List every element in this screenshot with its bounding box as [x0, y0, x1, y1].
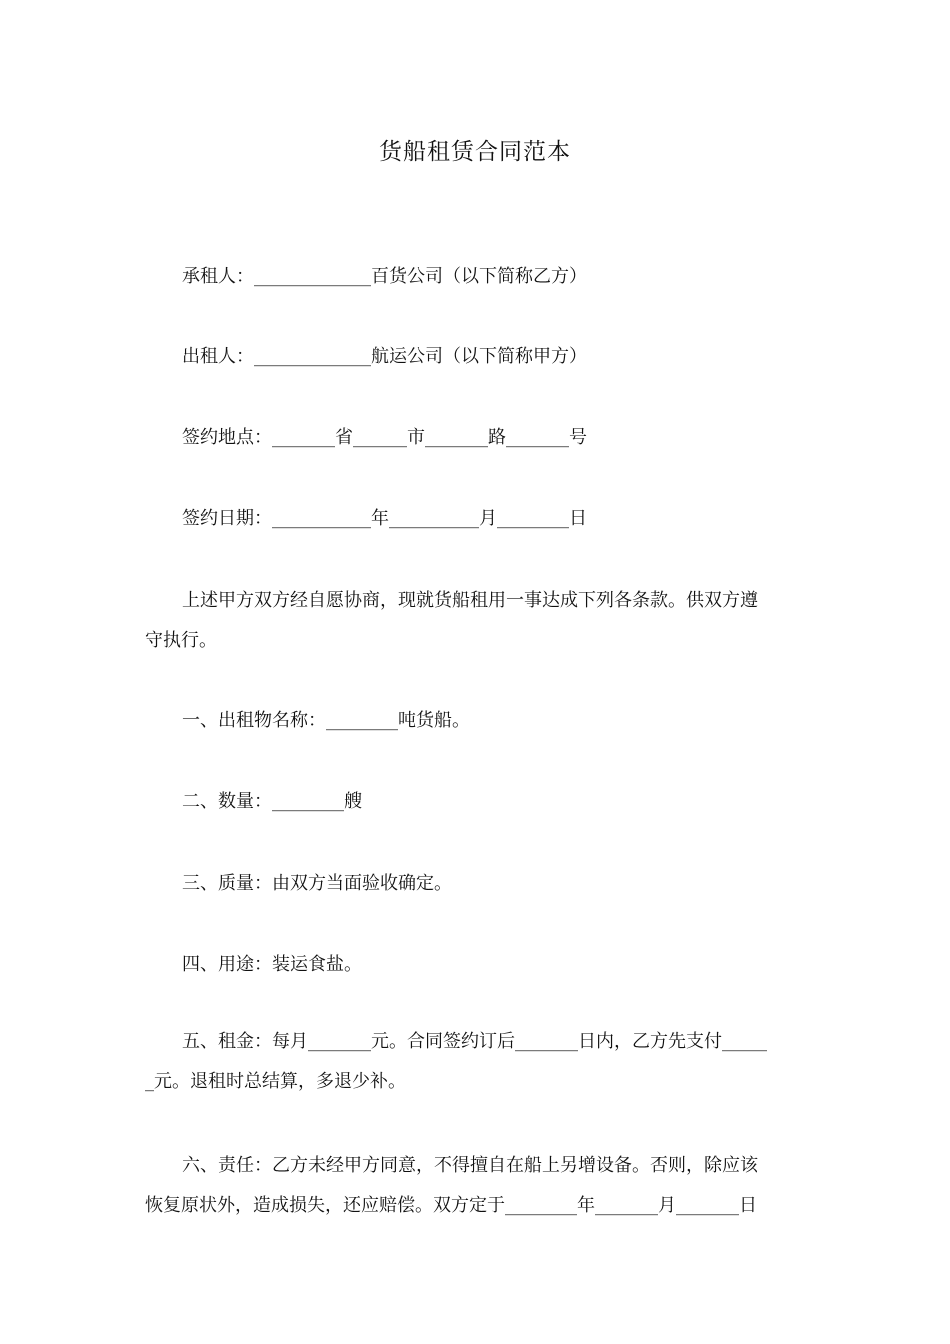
clause-5-line-1: 五、租金：每月_______元。合同签约订后_______日内，乙方先支付_____	[182, 1031, 767, 1052]
preamble-line-2: 守执行。	[145, 630, 217, 651]
clause-1: 一、出租物名称：________吨货船。	[182, 710, 470, 731]
clause-4: 四、用途：装运食盐。	[182, 954, 362, 975]
document-title: 货船租赁合同范本	[379, 139, 571, 165]
clause-6-line-2: 恢复原状外，造成损失，还应赔偿。双方定于________年_______月_______日	[145, 1195, 757, 1216]
clause-5-line-2: _元。退租时总结算，多退少补。	[145, 1071, 406, 1092]
preamble-line-1: 上述甲方双方经自愿协商，现就货船租用一事达成下列各条款。供双方遵	[182, 590, 758, 611]
lessor-line: 出租人：_____________航运公司（以下简称甲方）	[182, 346, 587, 367]
signing-place-line: 签约地点：_______省______市_______路_______号	[182, 427, 587, 448]
clause-3: 三、质量：由双方当面验收确定。	[182, 873, 452, 894]
clause-2: 二、数量：________艘	[182, 791, 362, 812]
lessee-line: 承租人：_____________百货公司（以下简称乙方）	[182, 266, 587, 287]
clause-6	[145, 1146, 810, 1226]
clause-6-line-1: 六、责任：乙方未经甲方同意，不得擅自在船上另增设备。否则，除应该	[182, 1155, 758, 1176]
signing-date-line: 签约日期：___________年__________月________日	[182, 508, 587, 529]
clause-5	[145, 1022, 810, 1102]
preamble-paragraph	[145, 581, 810, 661]
